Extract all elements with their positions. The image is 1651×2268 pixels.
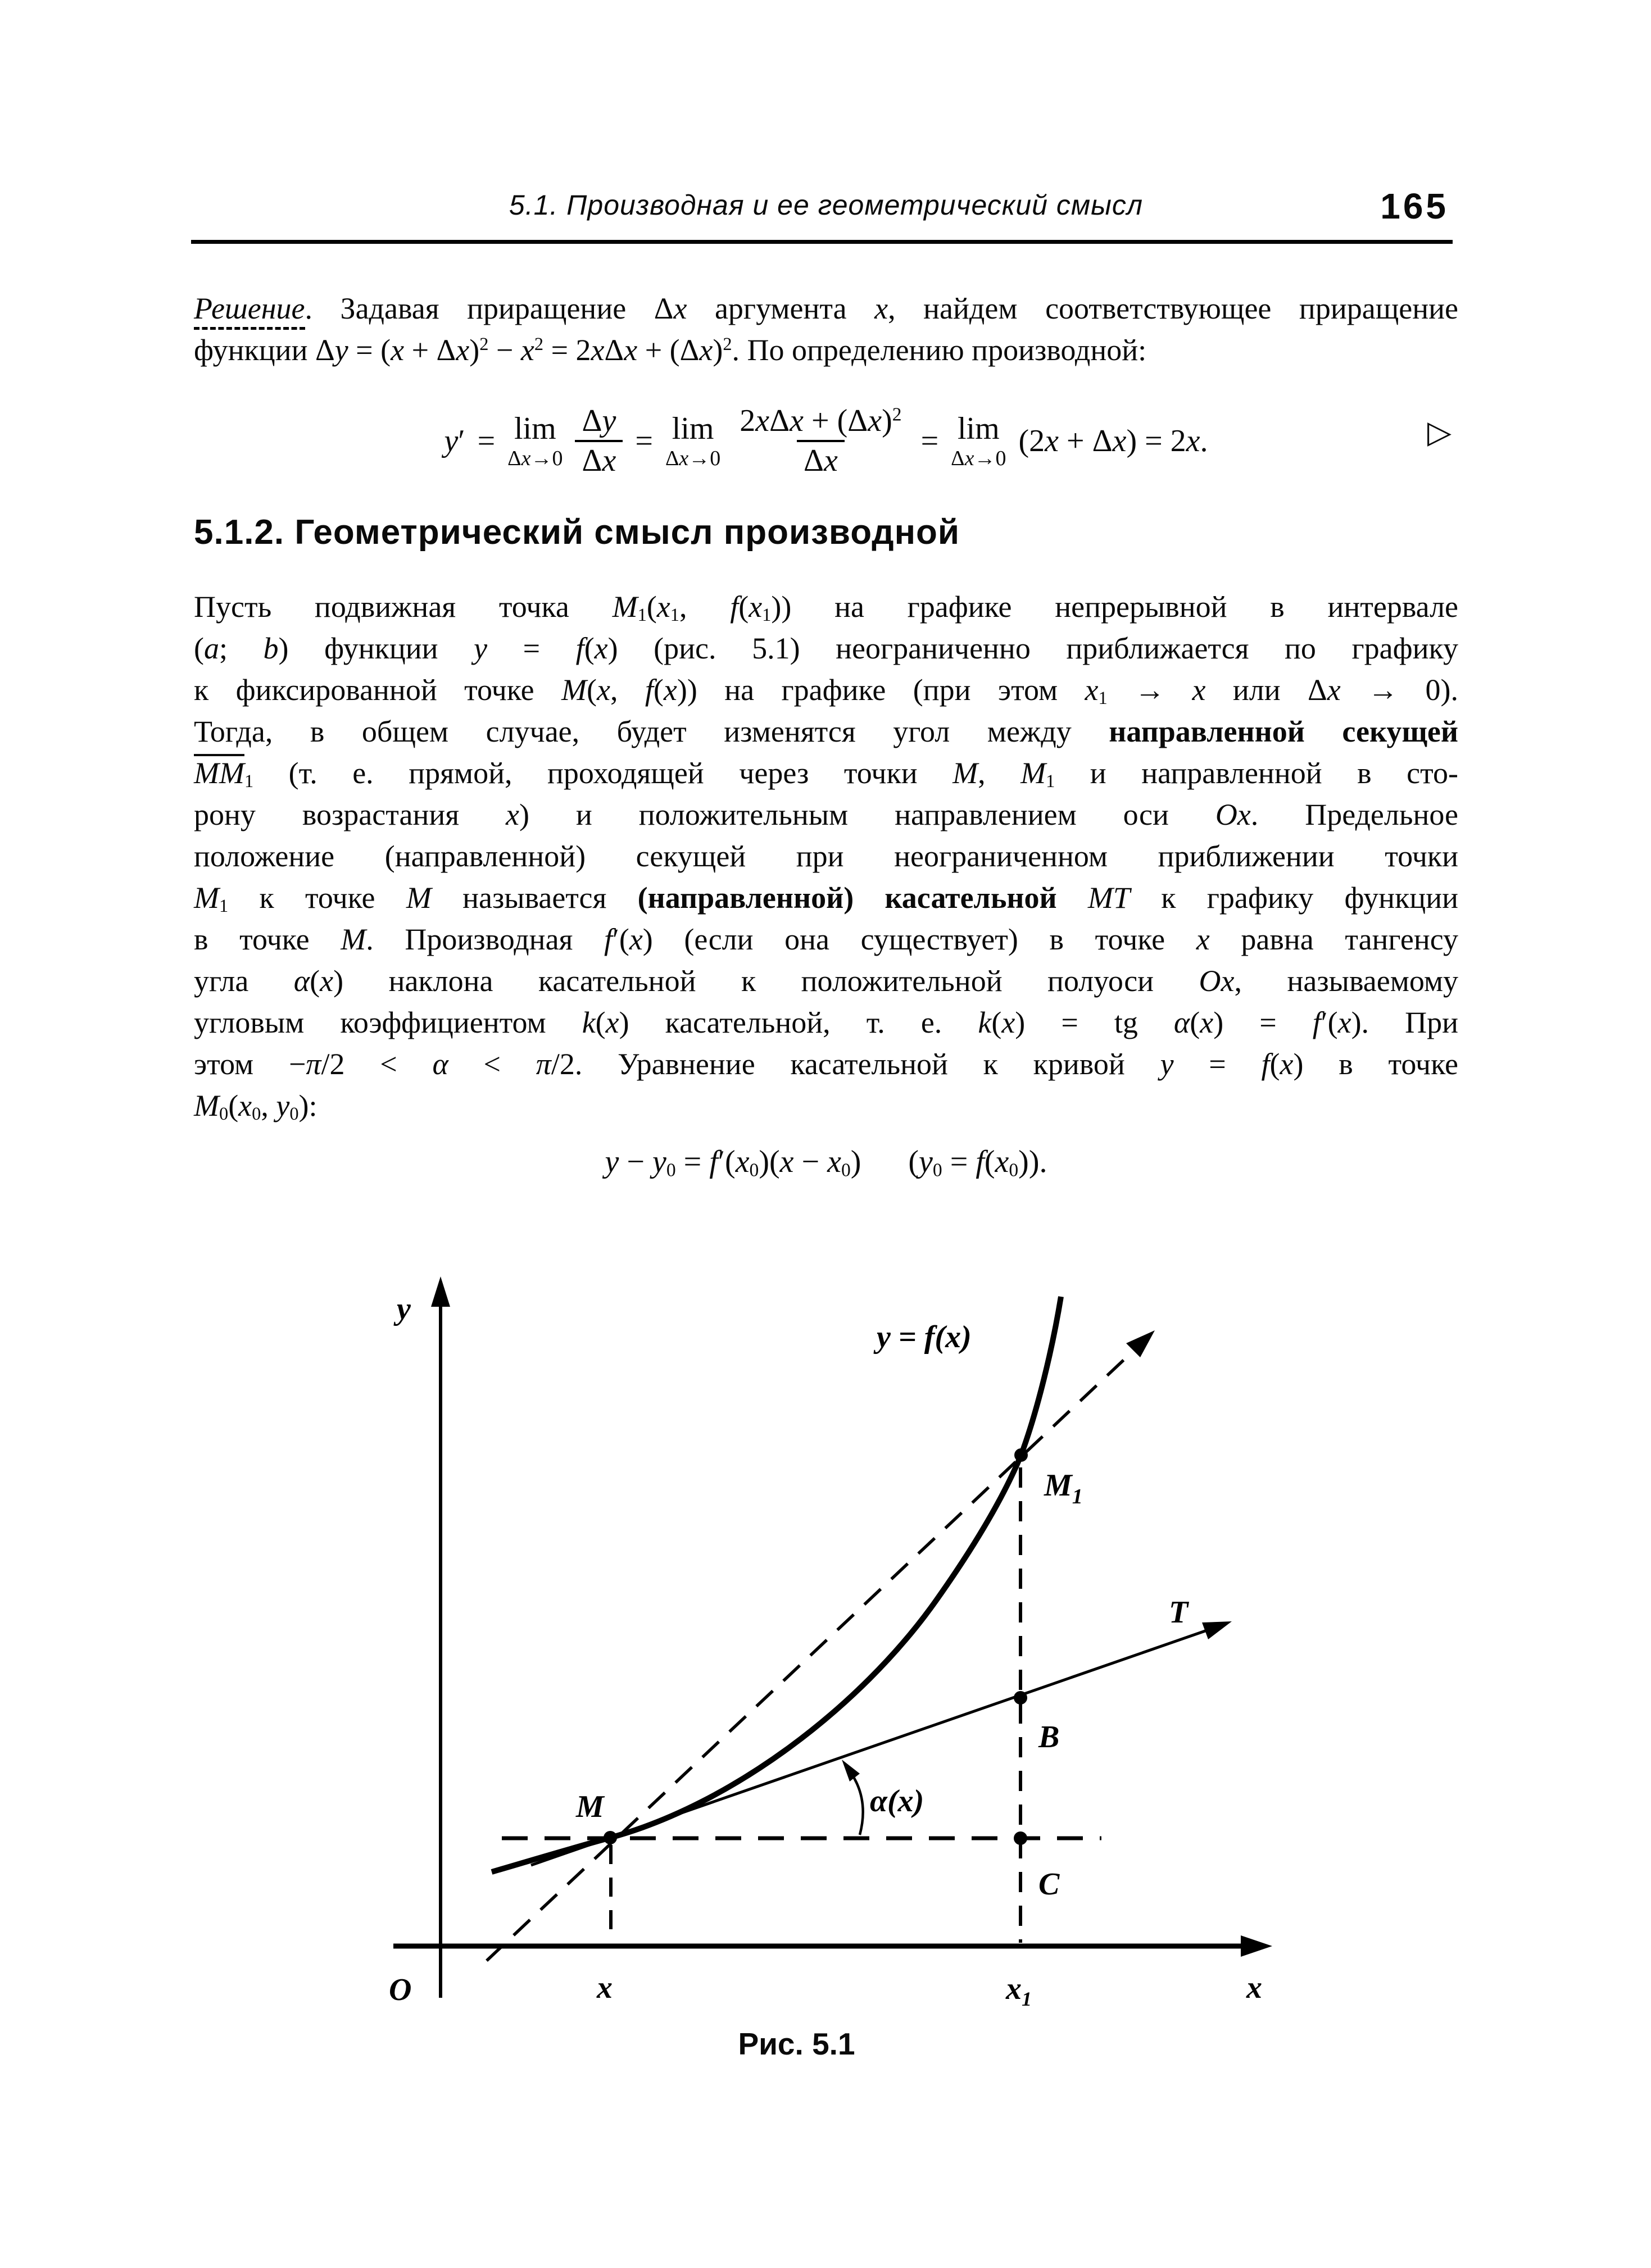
solution-line: функции $\Delta y = (x + \Delta x)^2 - x^2 = 2x\Delta x + (\Delta x)^2$. По определению производной: [194, 333, 1147, 367]
x-axis-label: x [1246, 1970, 1262, 2005]
point-m1-dot [1014, 1448, 1028, 1462]
page-number: 165 [1380, 186, 1449, 226]
point-c-dot [1014, 1831, 1027, 1845]
paragraph-line: угловым коэффициентом k(x) касательной, т. е. k(x) = tg α(x) = f′(x). При [194, 1006, 1458, 1039]
formula-lhs: y′ [444, 424, 465, 458]
derivative-limit-formula [194, 371, 1458, 511]
paragraph-line: Тогда, в общем случае, будет изменятся угол между направленной секущей [194, 715, 1459, 748]
point-m1-label-sub: 1 [1072, 1485, 1083, 1508]
point-t-label: T [1169, 1595, 1189, 1630]
paragraph-line: этом −π/2 < α < π/2. Уравнение касательной к кривой y = f(x) в точке [194, 1047, 1458, 1081]
tangent-arrow-icon [1202, 1621, 1232, 1639]
point-m1-label [1044, 1468, 1083, 1508]
point-m-dot [604, 1831, 617, 1844]
equals-sign: = [635, 424, 653, 458]
fraction-denominator: Δx [575, 440, 623, 480]
point-b-label: B [1038, 1720, 1060, 1755]
equals-sign: = [920, 424, 939, 458]
paragraph-line: $\overline{MM}_1$ (т. е. прямой, проходящей через точки M, $M_1$ и направленной в сто- [194, 756, 1458, 792]
x1-tick-label [1005, 1971, 1032, 2010]
limit-operator [665, 413, 720, 469]
paragraph-line: Пусть подвижная точка $M_1(x_1$, $f(x_1)$) на графике непрерывной в интервале [194, 590, 1458, 626]
formula-tail: (2x + Δx) = 2x. [1018, 424, 1208, 458]
fraction [733, 402, 908, 479]
running-header-title: 5.1. Производная и ее геометрический смысл [509, 189, 1144, 221]
fraction-numerator: Δy [582, 403, 616, 439]
figure-5-1 [365, 1264, 1321, 2062]
lim-subscript: Δx→0 [951, 447, 1006, 470]
fraction-numerator: $2x\Delta x + (\Delta x)^2$ [740, 403, 902, 439]
lim-subscript: Δx→0 [665, 447, 721, 470]
point-b-dot [1014, 1691, 1027, 1705]
lim-word: lim [957, 411, 1000, 446]
y-axis-label: y [397, 1292, 411, 1326]
lim-subscript: Δx→0 [507, 447, 563, 470]
angle-arrow-icon [842, 1760, 860, 1781]
point-c-label: C [1038, 1867, 1060, 1902]
limit-operator [951, 413, 1006, 469]
paragraph-line: к фиксированной точке M(x, f(x)) на графике (при этом $x_1 \to x$ или Δx → 0). [194, 673, 1459, 709]
origin-label: O [389, 1972, 412, 2007]
curve-label: y = f(x) [877, 1320, 972, 1355]
figure-caption: Рис. 5.1 [738, 2026, 855, 2061]
paragraph-line: (a; b) функции y = f(x) (рис. 5.1) неограниченно приближается по графику [194, 631, 1458, 665]
paragraph-line: положение (направленной) секущей при неограниченном приближении точки [194, 839, 1458, 873]
angle-label: α(x) [870, 1784, 924, 1819]
solution-line: Решение. Задавая приращение Δx аргумента x, найдем соответствующее приращение [194, 288, 1458, 329]
x1-tick-label-main: x [1006, 1971, 1022, 2006]
figure-5-1-svg [365, 1264, 1321, 2062]
paragraph-line: $M_0(x_0$, $y_0$): [194, 1089, 318, 1125]
header-divider-rule [191, 240, 1453, 244]
limit-operator [507, 413, 563, 469]
point-m1-label-main: M [1044, 1468, 1072, 1503]
x-axis-arrow-icon [1241, 1935, 1272, 1957]
paragraph-line: $M_1$ к точке M называется (направленной) касательной MT к графику функции [194, 881, 1459, 917]
point-m-label: M [576, 1789, 604, 1824]
end-of-solution-triangle-icon: ▷ [1427, 414, 1452, 451]
tangent-line-equation: $y - y_0 = f'(x_0)(x - x_0)$ $(y_0 = f(x_0))$. [605, 1144, 1047, 1181]
paragraph-line: в точке M. Производная f′(x) (если она существует) в точке x равна тангенсу [194, 922, 1458, 956]
x-tick-label: x [597, 1970, 613, 2005]
body-paragraph [194, 586, 1458, 1126]
paragraph-line: рону возрастания x) и положительным направлением оси Ox. Предельное [194, 798, 1458, 831]
lim-word: lim [672, 411, 714, 446]
section-heading: 5.1.2. Геометрический смысл производной [194, 513, 960, 552]
equals-sign: = [477, 424, 496, 458]
fraction [575, 402, 623, 479]
y-axis-arrow-icon [431, 1276, 450, 1307]
paragraph-line: угла α(x) наклона касательной к положительной полуоси Ox, называемому [194, 964, 1459, 998]
secant-arrow-icon [1126, 1330, 1155, 1357]
function-curve [492, 1297, 1061, 1872]
solution-paragraph [194, 288, 1458, 371]
x1-tick-label-sub: 1 [1022, 1988, 1032, 2010]
lim-word: lim [514, 411, 556, 446]
fraction-denominator: Δx [797, 440, 845, 480]
